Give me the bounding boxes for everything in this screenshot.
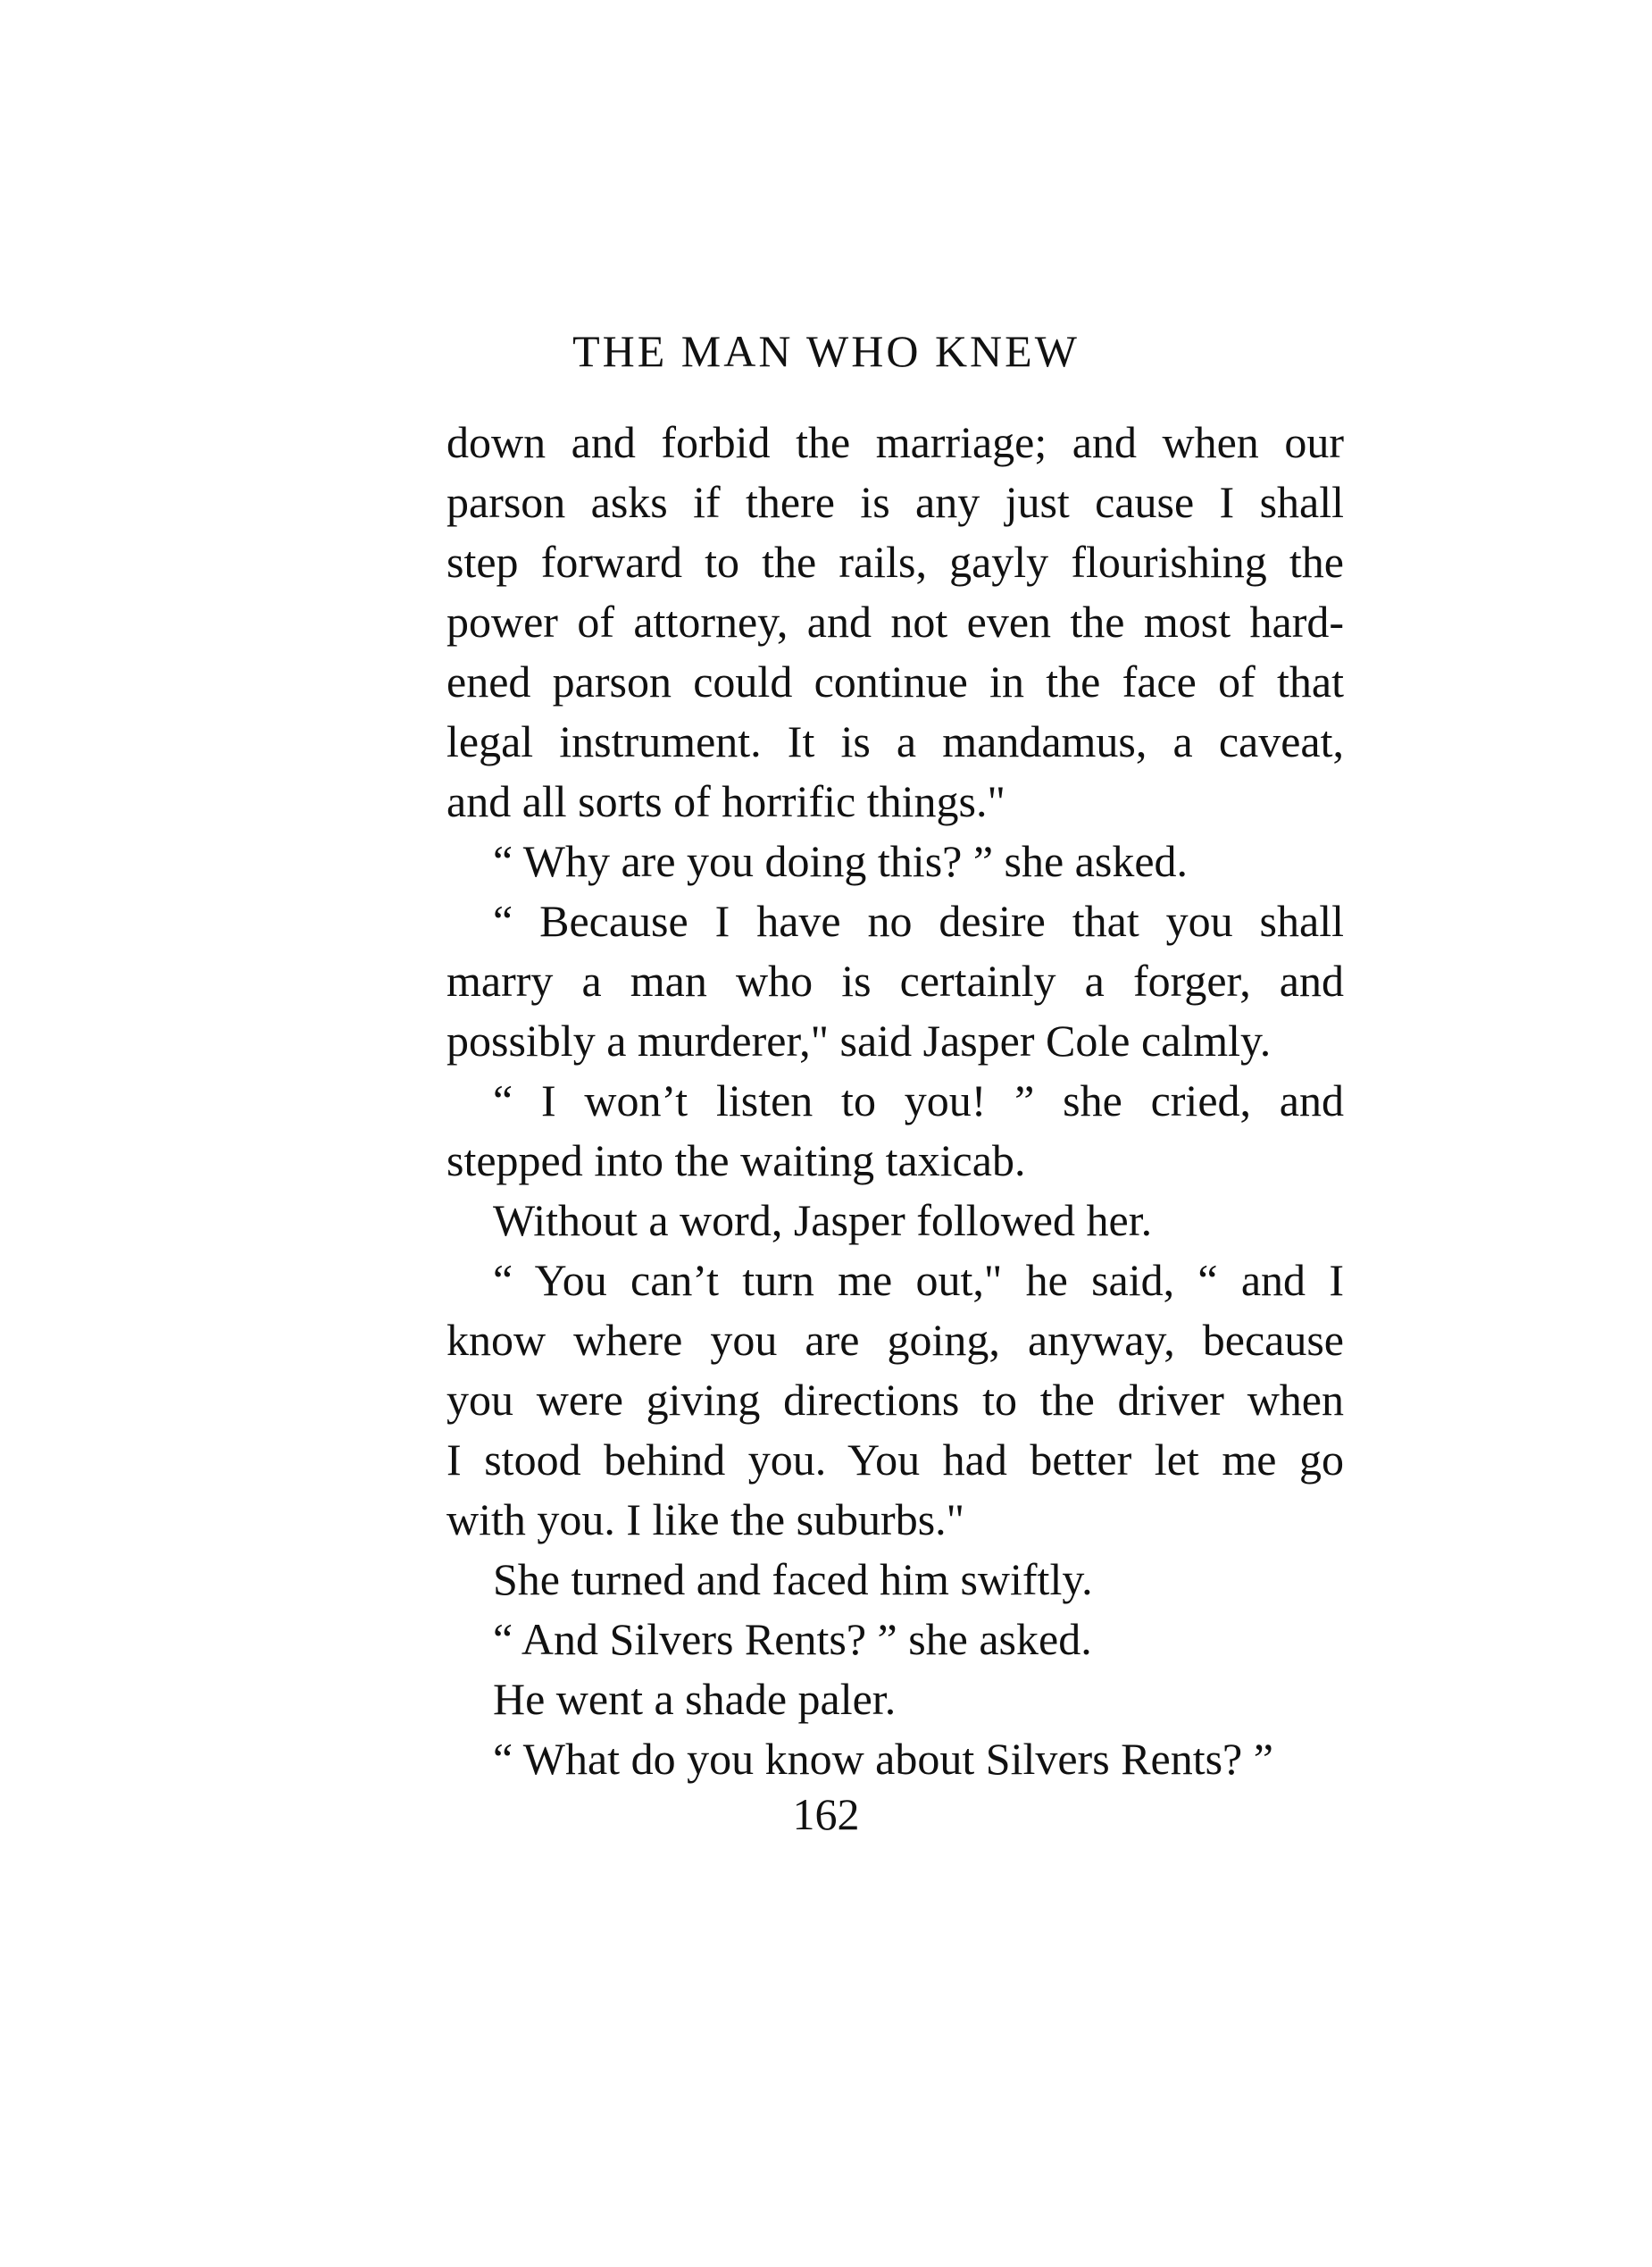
text-line: legal instrument. It is a mandamus, a caveat, [446, 716, 1344, 766]
text-line: She turned and faced him swiftly. [493, 1554, 1093, 1604]
body-text [446, 413, 1344, 1789]
text-line: you were giving directions to the driver when [446, 1375, 1344, 1425]
text-line: “ You can’t turn me out," he said, “ and I [493, 1255, 1344, 1305]
text-line: with you. I like the suburbs." [446, 1494, 965, 1544]
text-line: “ And Silvers Rents? ” she asked. [493, 1614, 1092, 1664]
text-line: parson asks if there is any just cause I shall [446, 477, 1344, 527]
text-line: “ Because I have no desire that you shall [493, 896, 1344, 946]
text-line: He went a shade paler. [493, 1674, 897, 1724]
page-number: 162 [792, 1789, 860, 1839]
running-head: THE MAN WHO KNEW [572, 326, 1080, 376]
text-line: marry a man who is certainly a forger, and [446, 956, 1344, 1006]
text-line: “ What do you know about Silvers Rents? ” [493, 1734, 1273, 1784]
text-line: “ Why are you doing this? ” she asked. [493, 836, 1189, 886]
text-line: possibly a murderer," said Jasper Cole calmly. [446, 1016, 1272, 1066]
text-line: power of attorney, and not even the most hard- [446, 597, 1344, 647]
text-line: ened parson could continue in the face of that [446, 657, 1344, 707]
text-line: and all sorts of horrific things." [446, 776, 1005, 826]
text-line: “ I won’t listen to you! ” she cried, and [493, 1075, 1344, 1125]
text-line: I stood behind you. You had better let me go [446, 1435, 1344, 1485]
text-line: Without a word, Jasper followed her. [493, 1195, 1153, 1245]
text-line: stepped into the waiting taxicab. [446, 1135, 1026, 1185]
text-line: know where you are going, anyway, because [446, 1315, 1344, 1365]
text-line: step forward to the rails, gayly flourishing the [446, 537, 1344, 587]
text-line: down and forbid the marriage; and when our [446, 417, 1344, 467]
